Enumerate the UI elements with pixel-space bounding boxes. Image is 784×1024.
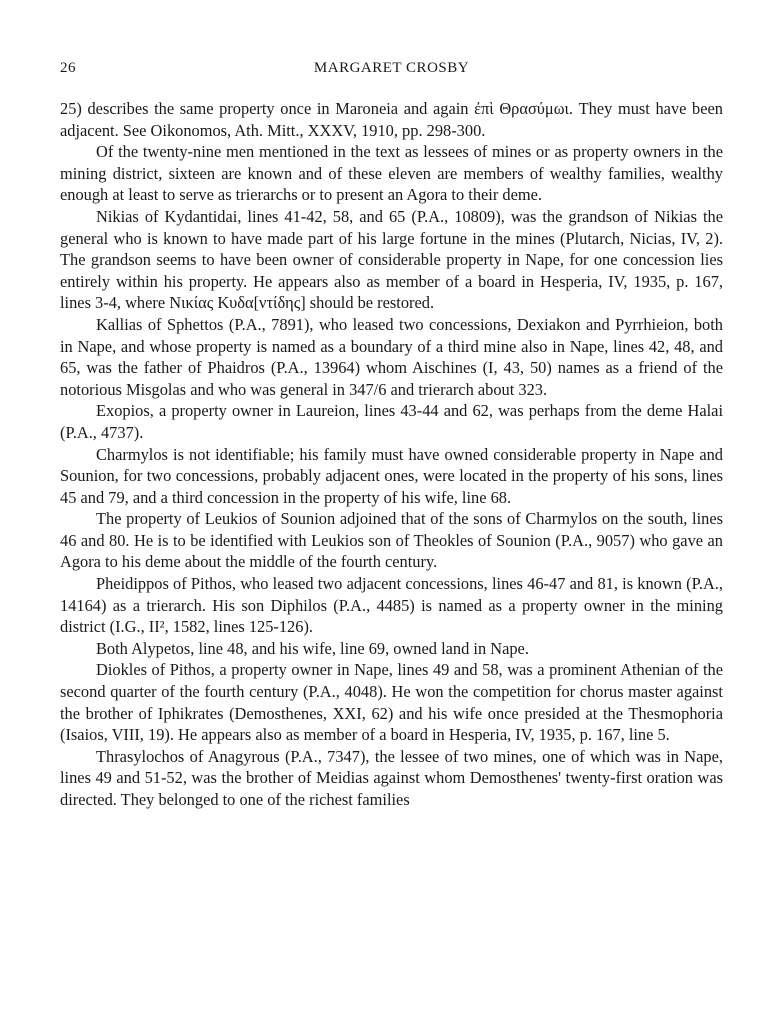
paragraph-thrasylochos: Thrasylochos of Anagyrous (P.A., 7347), the lessee of two mines, one of which was in Nape, lines 49 and 51-52, was the brother of Meidias against whom Demosthenes' twenty-first oration was directed. They belonged to one of the richest families — [60, 746, 723, 809]
running-title: MARGARET CROSBY — [313, 60, 470, 76]
paragraph-leukios: The property of Leukios of Sounion adjoined that of the sons of Charmylos on the south, lines 46 and 80. He is to be identified with Leukios son of Theokles of Sounion (P.A., 9057) who gave an Agora to his deme about the middle of the fourth century. — [60, 509, 723, 572]
body-text — [60, 98, 723, 811]
paragraph-alypetos: Both Alypetos, line 48, and his wife, line 69, owned land in Nape. — [96, 638, 529, 658]
paragraph-diokles: Diokles of Pithos, a property owner in Nape, lines 49 and 58, was a prominent Athenian of the second quarter of the fourth century (P.A., 4048). He won the competition for chorus master against the brother of Iphikrates (Demosthenes, XXI, 62) and his wife once presided at the Thesmophoria (Isaios, VIII, 19). He appears also as member of a board in Hesperia, IV, 1935, p. 167, line 5. — [60, 660, 723, 745]
paragraph-nikias: Nikias of Kydantidai, lines 41-42, 58, and 65 (P.A., 10809), was the grandson of Nikias the general who is known to have made part of his large fortune in the mines (Plutarch, Nicias, IV, 2). The grandson seems to have been owner of considerable property in Nape, for one concession lies entirely within his property. He appears also as member of a board in Hesperia, IV, 1935, p. 167, lines 3-4, where Νικίας Κυδα[ντίδης] should be restored. — [60, 206, 723, 313]
paragraph-exopios: Exopios, a property owner in Laureion, lines 43-44 and 62, was perhaps from the deme Halai (P.A., 4737). — [60, 401, 723, 442]
paragraph-continued: 25) describes the same property once in Maroneia and again ἐπὶ Θρασύμωι. They must have been adjacent. See Oikonomos, Ath. Mitt., XXXV, 1910, pp. 298-300. — [60, 99, 723, 140]
paragraph-kallias: Kallias of Sphettos (P.A., 7891), who leased two concessions, Dexiakon and Pyrrhieion, both in Nape, and whose property is named as a boundary of a third mine also in Nape, lines 42, 48, and 65, was the father of Phaidros (P.A., 13964) whom Aischines (I, 43, 50) names as a friend of the notorious Misgolas and who was general in 347/6 and trierarch about 323. — [60, 314, 723, 399]
paragraph-pheidippos: Pheidippos of Pithos, who leased two adjacent concessions, lines 46-47 and 81, is known (P.A., 14164) as a trierarch. His son Diphilos (P.A., 4485) is named as a property owner in the mining district (I.G., II², 1582, lines 125-126). — [60, 574, 723, 637]
page-header — [60, 60, 723, 84]
page-number: 26 — [60, 60, 76, 76]
paragraph-charmylos: Charmylos is not identifiable; his family must have owned considerable property in Nape and Sounion, for two concessions, probably adjacent ones, were located in the property of his sons, lines 45 and 79, and a third concession in the property of his wife, line 68. — [60, 444, 723, 507]
paragraph-lessees-overview: Of the twenty-nine men mentioned in the text as lessees of mines or as property owners in the mining district, sixteen are known and of these eleven are members of wealthy families, wealthy enough at least to serve as trierarchs or to present an Agora to their deme. — [60, 142, 723, 205]
